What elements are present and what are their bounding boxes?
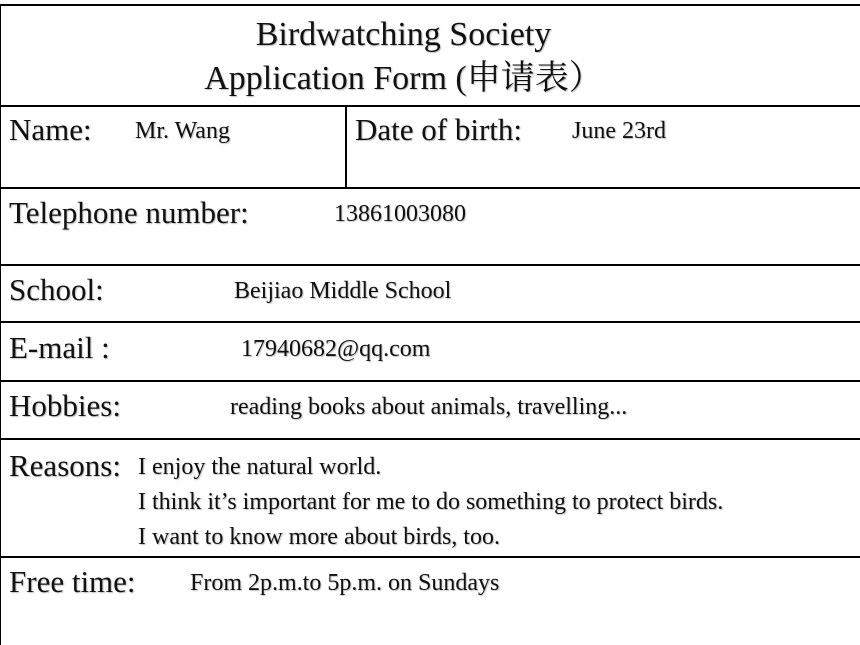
form-title-line2: Application Form (申请表） (204, 60, 603, 97)
row-divider (1, 438, 860, 440)
school-label: School: (9, 272, 104, 307)
reasons-line: I think it’s important for me to do something to protect birds. (138, 489, 724, 515)
dob-label: Date of birth: (355, 112, 523, 147)
row-divider (1, 380, 860, 382)
row-divider (1, 187, 860, 189)
column-divider (345, 105, 347, 189)
free-time-label: Free time: (9, 564, 136, 599)
email-label: E-mail : (9, 330, 110, 365)
telephone-value: 13861003080 (334, 201, 466, 227)
row-divider (1, 321, 860, 323)
hobbies-label: Hobbies: (9, 388, 121, 423)
application-form (0, 4, 860, 645)
telephone-label: Telephone number: (9, 195, 249, 230)
name-label: Name: (9, 112, 92, 147)
row-divider (1, 556, 860, 558)
hobbies-value: reading books about animals, travelling... (230, 394, 628, 420)
form-title-line1: Birdwatching Society (255, 16, 552, 53)
reasons-line: I want to know more about birds, too. (138, 524, 500, 550)
email-value: 17940682@qq.com (241, 336, 431, 362)
row-divider (1, 105, 860, 107)
school-value: Beijiao Middle School (234, 278, 452, 304)
dob-value: June 23rd (572, 118, 666, 144)
reasons-line: I enjoy the natural world. (138, 454, 382, 480)
free-time-value: From 2p.m.to 5p.m. on Sundays (190, 570, 500, 596)
reasons-label: Reasons: (9, 448, 121, 483)
name-value: Mr. Wang (135, 118, 230, 144)
row-divider (1, 264, 860, 266)
